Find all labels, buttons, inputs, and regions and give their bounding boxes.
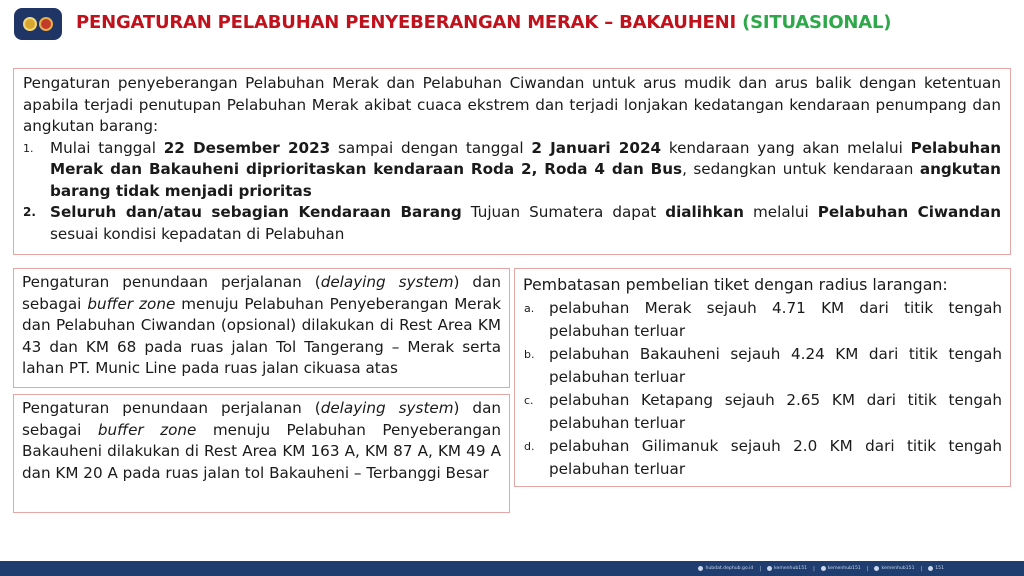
list-number: 1.: [23, 141, 34, 155]
footer-website[interactable]: [698, 566, 753, 571]
footer-text: kemenhub151: [774, 566, 808, 571]
page-title: [76, 12, 891, 33]
footer-twitter[interactable]: [874, 566, 914, 571]
ticket-radius-heading: Pembatasan pembelian tiket dengan radius larangan:: [523, 275, 948, 294]
text-run: sesuai kondisi kepadatan di Pelabuhan: [50, 224, 345, 243]
footer-text: kemenhub151: [881, 566, 915, 571]
text-run: , sedangkan untuk kendaraan: [682, 160, 920, 178]
divider: |: [759, 565, 762, 572]
ciwandan-text: Pelabuhan Ciwandan: [817, 203, 1002, 221]
italic-term: delaying system: [320, 399, 454, 417]
list-item: [523, 435, 1002, 481]
mail-icon: [928, 566, 933, 571]
merak-delaying-text: [22, 272, 501, 380]
text-run: melalui: [743, 203, 818, 221]
text-run: Tujuan Sumatera dapat: [461, 203, 666, 221]
list-item-text: pelabuhan Ketapang sejauh 2.65 KM dari titik tengah pelabuhan terluar: [549, 390, 1002, 432]
non-priority-text: angkutan barang tidak menjadi prioritas: [50, 160, 1001, 200]
italic-term: delaying system: [320, 273, 454, 291]
text-run: Pengaturan penundaan perjalanan (: [22, 399, 321, 417]
footer-text: kemenhub151: [827, 566, 861, 571]
globe-icon: [698, 566, 703, 571]
italic-term: buffer zone: [97, 420, 197, 439]
list-item-text: pelabuhan Merak sejauh 4.71 KM dari titik tengah pelabuhan terluar: [549, 298, 1002, 340]
list-item: [23, 202, 1001, 245]
divider: |: [813, 565, 815, 572]
text-run: Mulai tanggal: [50, 138, 164, 157]
merak-ciwandan-box: [13, 68, 1011, 255]
date-end: 2 Januari 2024: [531, 138, 662, 157]
footer-instagram[interactable]: [767, 566, 807, 571]
bakauheni-delaying-text: [22, 398, 501, 484]
text-run: Pengaturan penundaan perjalanan (: [22, 273, 321, 291]
list-letter: b.: [524, 347, 535, 361]
emblem-left-icon: [23, 17, 37, 31]
divider: |: [866, 565, 869, 572]
text-run: ) dan sebagai: [22, 273, 502, 313]
radius-list: [523, 297, 1002, 481]
list-item: [523, 297, 1002, 343]
diverted-text: dialihkan: [665, 203, 744, 221]
text-run: sampai dengan tanggal: [330, 138, 532, 157]
list-item: [523, 343, 1002, 389]
list-letter: c.: [524, 393, 534, 407]
list-number: 2.: [23, 205, 36, 219]
divider: |: [920, 565, 923, 572]
title-main: PENGATURAN PELABUHAN PENYEBERANGAN MERAK – BAKAUHENI: [76, 12, 743, 33]
text-run: ) dan sebagai: [22, 399, 502, 439]
footer-bar: [0, 561, 1024, 576]
priority-text: Pelabuhan Merak dan Bakauheni diprioritaskan kendaraan Roda 2, Roda 4 dan Bus: [50, 138, 1002, 178]
facebook-icon: [821, 566, 826, 571]
merak-delaying-box: [13, 268, 510, 388]
top-list: [23, 138, 1001, 246]
twitter-icon: [874, 566, 879, 571]
goods-vehicles-text: Seluruh dan/atau sebagian Kendaraan Barang: [50, 203, 462, 221]
italic-term: buffer zone: [87, 294, 176, 313]
list-letter: d.: [524, 439, 535, 453]
ticket-radius-box: [514, 268, 1011, 487]
bakauheni-delaying-box: [13, 394, 510, 513]
emblem-right-icon: [39, 17, 53, 31]
top-intro: Pengaturan penyeberangan Pelabuhan Merak dan Pelabuhan Ciwandan untuk arus mudik dan arus balik dengan ketentuan apabila terjadi penutupan Pelabuhan Merak akibat cuaca ekstrem dan terjadi lonjakan kedatangan kendaraan penumpang dan angkutan barang:: [23, 74, 1001, 135]
footer-facebook[interactable]: [821, 566, 861, 571]
list-item: [523, 389, 1002, 435]
instagram-icon: [767, 566, 772, 571]
list-item-text: pelabuhan Bakauheni sejauh 4.24 KM dari titik tengah pelabuhan terluar: [549, 344, 1002, 386]
text-run: kendaraan yang akan melalui: [661, 138, 911, 157]
title-tag: (SITUASIONAL): [742, 12, 892, 33]
ministry-logo: [14, 8, 62, 40]
date-start: 22 Desember 2023: [163, 138, 331, 157]
text-run: menuju Pelabuhan Penyeberangan Merak dan Pelabuhan Ciwandan (opsional) dilakukan di Rest Area KM 43 dan KM 68 pada ruas jalan Tol Tangerang – Merak serta lahan PT. Munic Line pada ruas jalan cikuasa atas: [22, 294, 501, 377]
text-run: menuju Pelabuhan Penyeberangan Bakauheni dilakukan di Rest Area KM 163 A, KM 87 A, KM 49 A dan KM 20 A pada ruas jalan tol Bakauheni – Terbanggi Besar: [22, 420, 501, 482]
footer-text: 151: [935, 566, 944, 571]
list-item-text: pelabuhan Gilimanuk sejauh 2.0 KM dari titik tengah pelabuhan terluar: [549, 436, 1002, 478]
list-item: [23, 138, 1001, 203]
footer-text: hubdat.dephub.go.id: [705, 566, 754, 571]
list-letter: a.: [524, 301, 535, 315]
footer-email[interactable]: [928, 566, 944, 571]
